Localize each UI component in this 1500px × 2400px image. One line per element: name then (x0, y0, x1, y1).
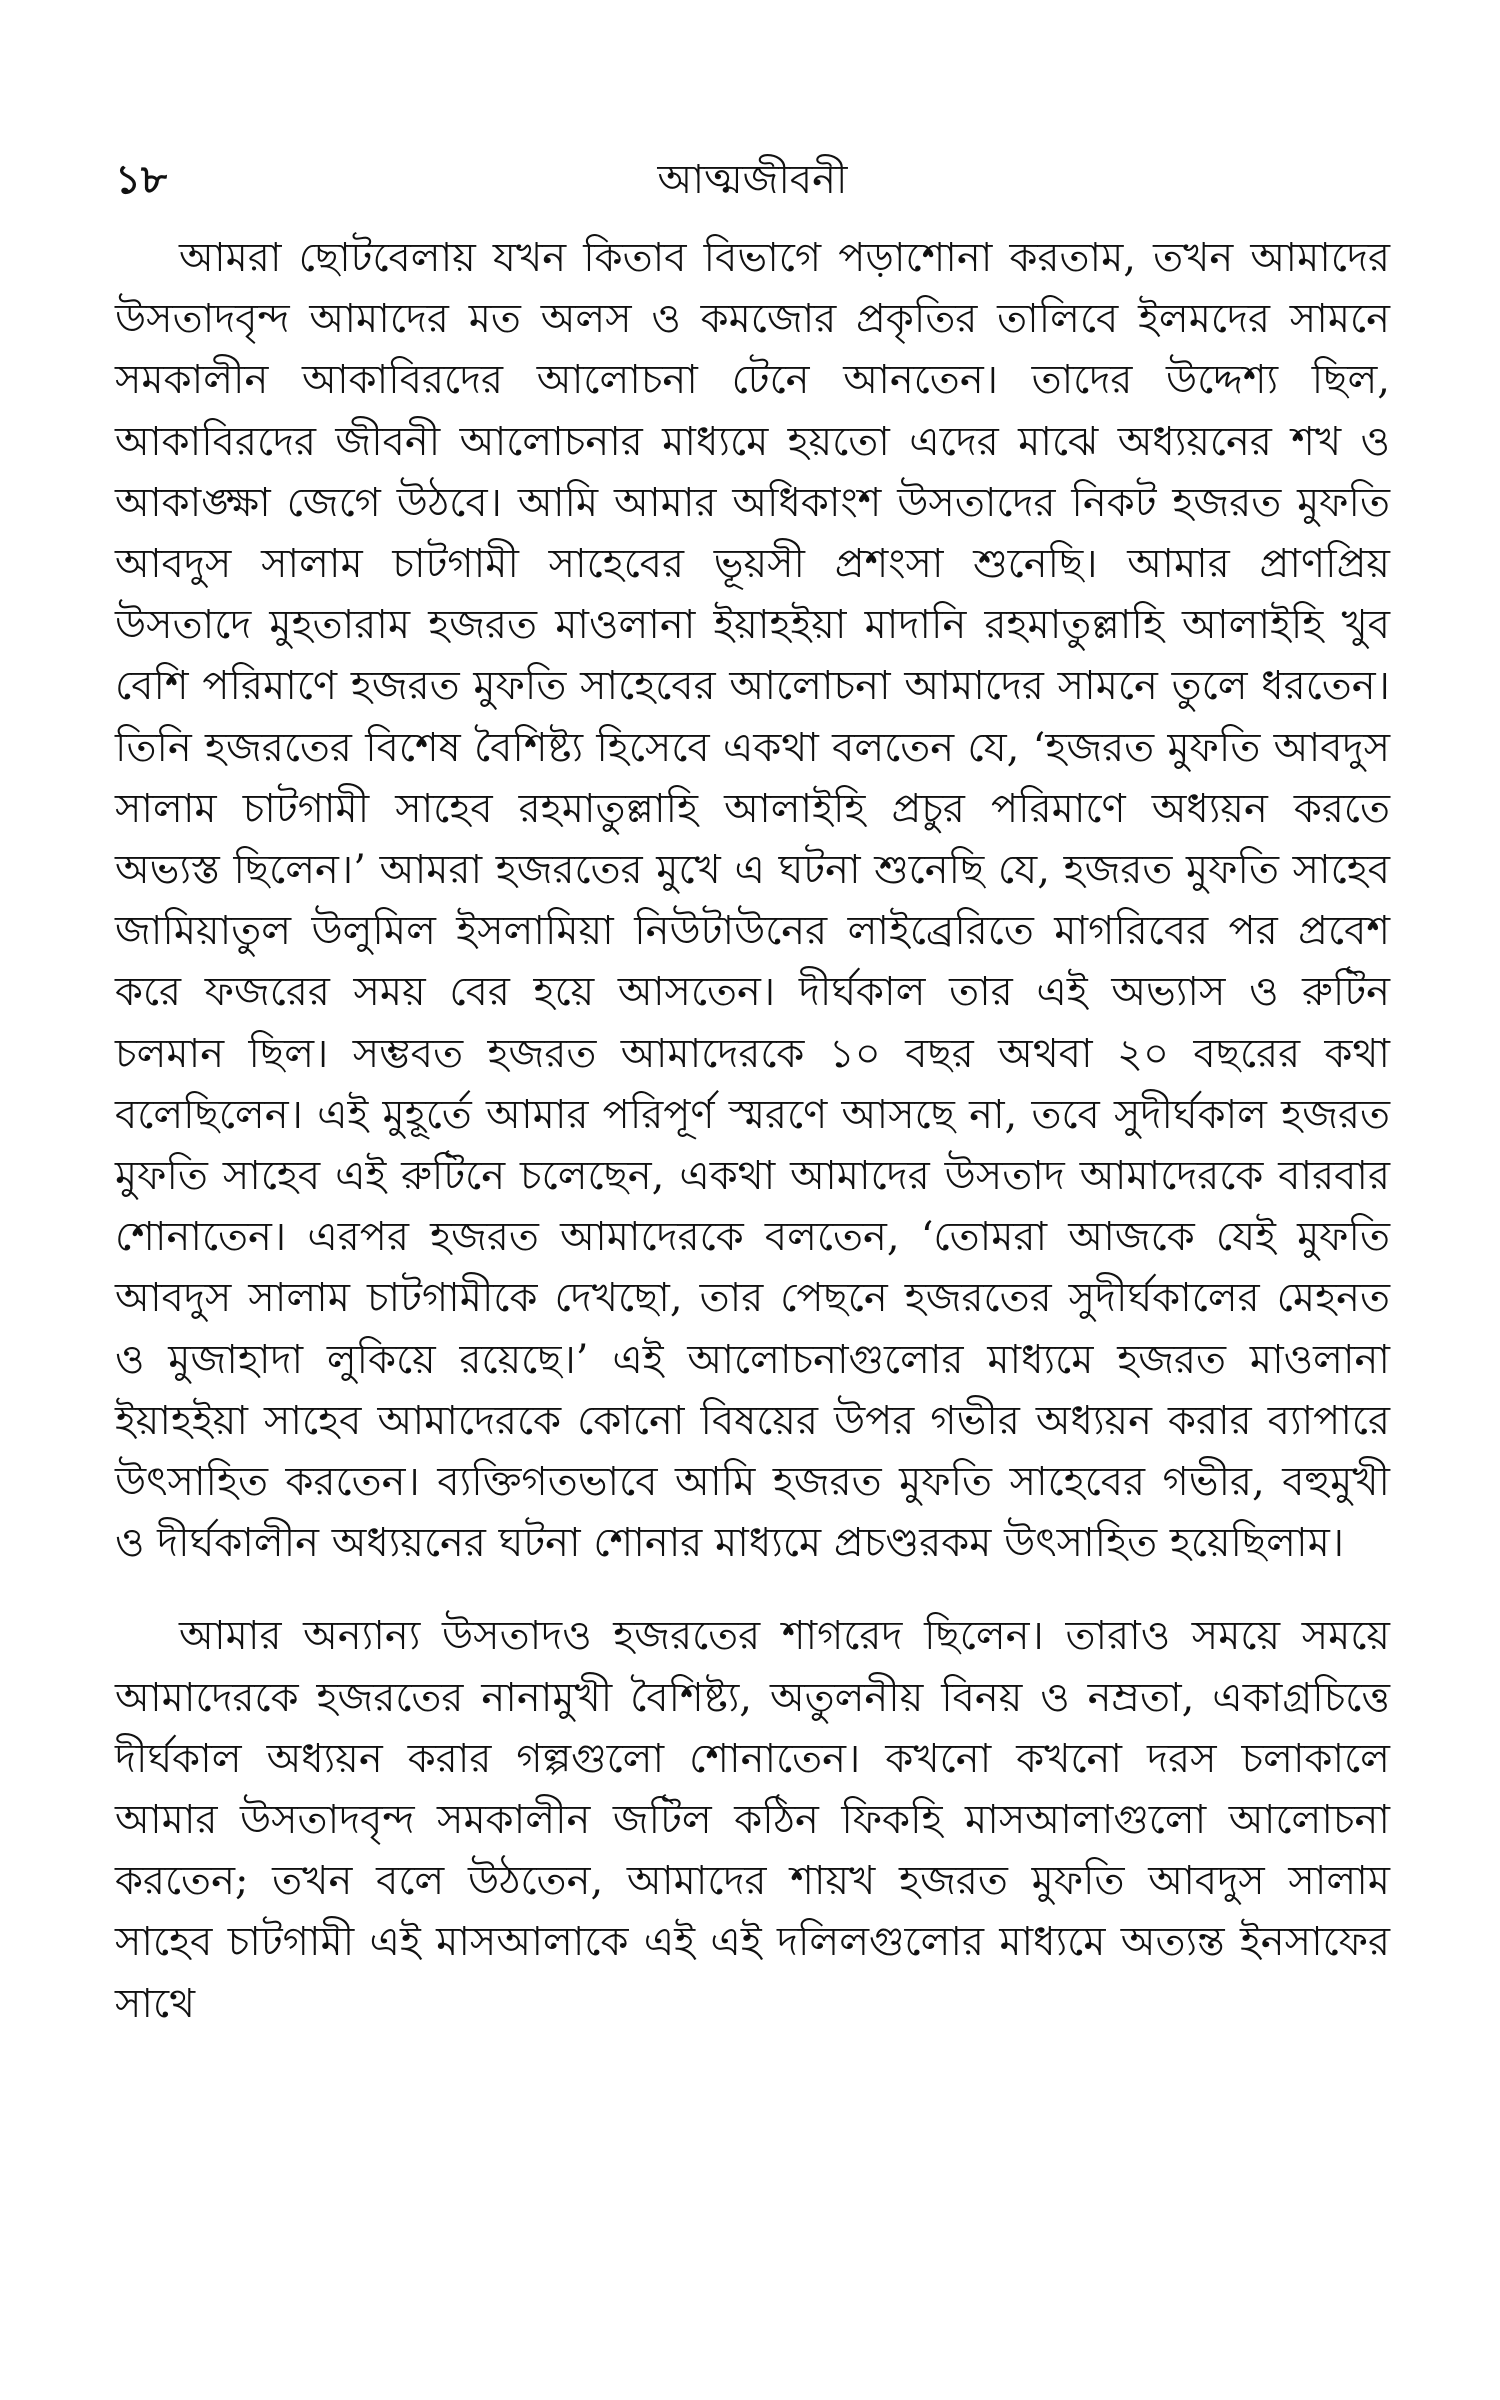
body-text (115, 228, 1390, 2035)
paragraph: আমার অন্যান্য উসতাদও হজরতের শাগরেদ ছিলেন। তারাও সময়ে সময়ে আমাদেরকে হজরতের নানামুখী বৈশিষ্ট্য, অতুলনীয় বিনয় ও নম্রতা, একাগ্রচিত্তে দীর্ঘকাল অধ্যয়ন করার গল্পগুলো শোনাতেন। কখনো কখনো দরস চলাকালে আমার উসতাদবৃন্দ সমকালীন জটিল কঠিন ফিকহি মাসআলাগুলো আলোচনা করতেন; তখন বলে উঠতেন, আমাদের শায়খ হজরত মুফতি আবদুস সালাম সাহেব চাটগামী এই মাসআলাকে এই এই দলিলগুলোর মাধ্যমে অত্যন্ত ইনসাফের সাথে (115, 1613, 1390, 2027)
page-number: ১৮ (115, 156, 167, 203)
page-header (115, 150, 1390, 210)
paragraph: আমরা ছোটবেলায় যখন কিতাব বিভাগে পড়াশোনা করতাম, তখন আমাদের উসতাদবৃন্দ আমাদের মত অলস ও কমজোর প্রকৃতির তালিবে ইলমদের সামনে সমকালীন আকাবিরদের আলোচনা টেনে আনতেন। তাদের উদ্দেশ্য ছিল, আকাবিরদের জীবনী আলোচনার মাধ্যমে হয়তো এদের মাঝে অধ্যয়নের শখ ও আকাঙ্ক্ষা জেগে উঠবে। আমি আমার অধিকাংশ উসতাদের নিকট হজরত মুফতি আবদুস সালাম চাটগামী সাহেবের ভূয়সী প্রশংসা শুনেছি। আমার প্রাণপ্রিয় উসতাদে মুহতারাম হজরত মাওলানা ইয়াহইয়া মাদানি রহমাতুল্লাহি আলাইহি খুব বেশি পরিমাণে হজরত মুফতি সাহেবের আলোচনা আমাদের সামনে তুলে ধরতেন। তিনি হজরতের বিশেষ বৈশিষ্ট্য হিসেবে একথা বলতেন যে, ‘হজরত মুফতি আবদুস সালাম চাটগামী সাহেব রহমাতুল্লাহি আলাইহি প্রচুর পরিমাণে অধ্যয়ন করতে অভ্যস্ত ছিলেন।’ আমরা হজরতের মুখে এ ঘটনা শুনেছি যে, হজরত মুফতি সাহেব জামিয়াতুল উলুমিল ইসলামিয়া নিউটাউনের লাইব্রেরিতে মাগরিবের পর প্রবেশ করে ফজরের সময় বের হয়ে আসতেন। দীর্ঘকাল তার এই অভ্যাস ও রুটিন চলমান ছিল। সম্ভবত হজরত আমাদেরকে ১০ বছর অথবা ২০ বছরের কথা বলেছিলেন। এই মুহূর্তে আমার পরিপূর্ণ স্মরণে আসছে না, তবে সুদীর্ঘকাল হজরত মুফতি সাহেব এই রুটিনে চলেছেন, একথা আমাদের উসতাদ আমাদেরকে বারবার শোনাতেন। এরপর হজরত আমাদেরকে বলতেন, ‘তোমরা আজকে যেই মুফতি আবদুস সালাম চাটগামীকে দেখছো, তার পেছনে হজরতের সুদীর্ঘকালের মেহনত ও মুজাহাদা লুকিয়ে রয়েছে।’ এই আলোচনাগুলোর মাধ্যমে হজরত মাওলানা ইয়াহইয়া সাহেব আমাদেরকে কোনো বিষয়ের উপর গভীর অধ্যয়ন করার ব্যাপারে উৎসাহিত করতেন। ব্যক্তিগতভাবে আমি হজরত মুফতি সাহেবের গভীর, বহুমুখী ও দীর্ঘকালীন অধ্যয়নের ঘটনা শোনার মাধ্যমে প্রচণ্ডরকম উৎসাহিত হয়েছিলাম। (115, 235, 1390, 1567)
running-title: আত্মজীবনী (657, 157, 848, 203)
